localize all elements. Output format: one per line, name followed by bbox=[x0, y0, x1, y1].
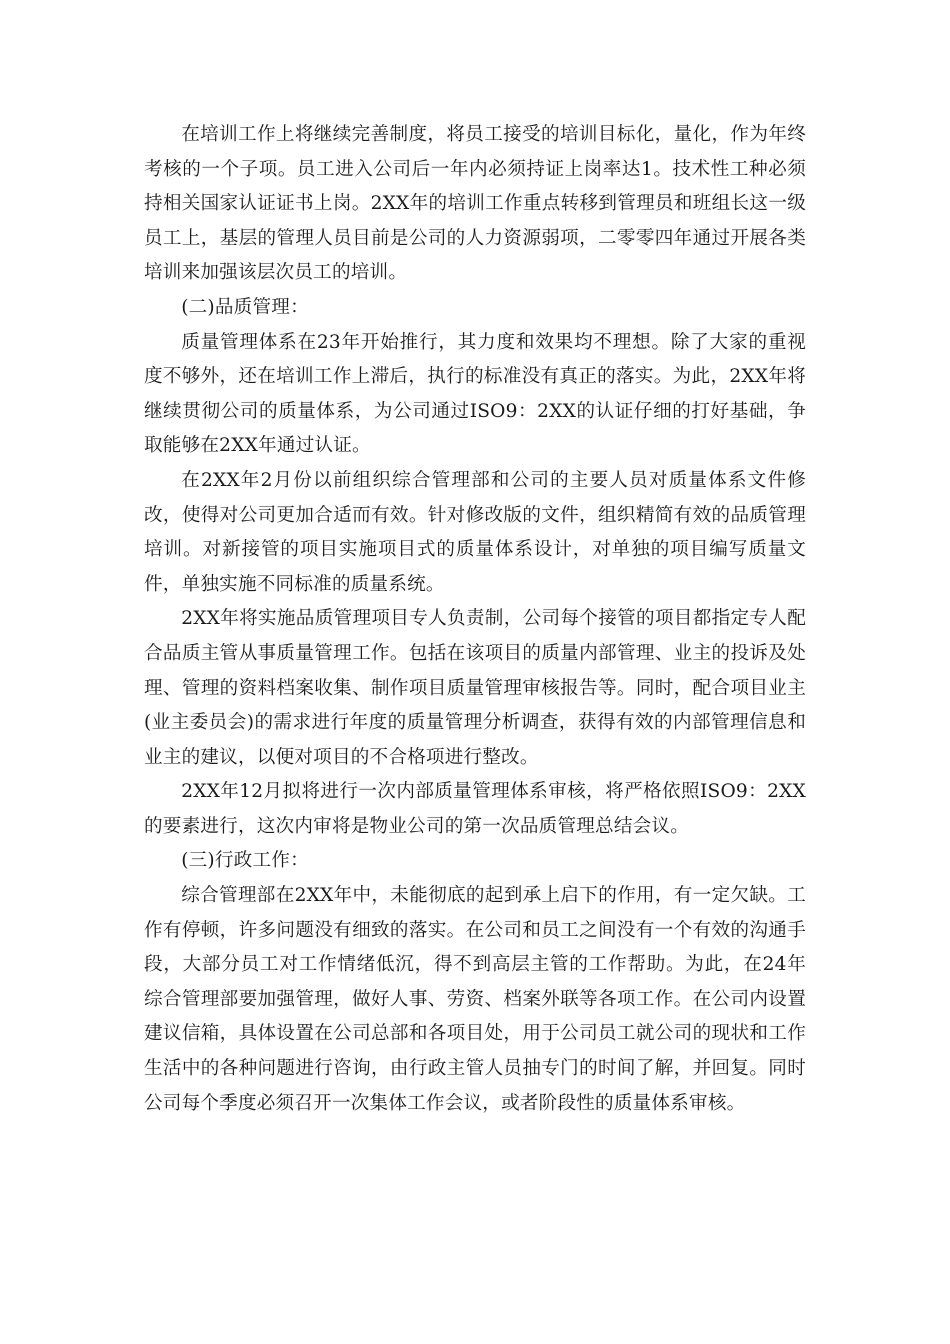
section-heading-administration: (三)行政工作： bbox=[181, 850, 309, 872]
paragraph-quality-responsibility: 2XX年将实施品质管理项目专人负责制，公司每个接管的项目都指定专人配合品质主管从事质量管理工作。包括在该项目的质量内部管理、业主的投诉及处理、管理的资料档案收集、制作项目质量管理审核报告等。同时，配合项目业主(业主委员会)的需求进行年度的质量管理分析调查，获得有效的内部管理信息和业主的建议，以便对项目的不合格项进行整改。 bbox=[144, 608, 806, 768]
paragraph-administration: 综合管理部在2XX年中，未能彻底的起到承上启下的作用，有一定欠缺。工作有停顿，许多问题没有细致的落实。在公司和员工之间没有一个有效的沟通手段，大部分员工对工作情绪低沉，得不到高层主管的工作帮助。为此，在24年综合管理部要加强管理，做好人事、劳资、档案外联等各项工作。在公司内设置建议信箱，具体设置在公司总部和各项目处，用于公司员工就公司的现状和工作生活中的各种问题进行咨询，由行政主管人员抽专门的时间了解，并回复。同时公司每个季度必须召开一次集体工作会议，或者阶段性的质量体系审核。 bbox=[144, 885, 806, 1114]
paragraph-training: 在培训工作上将继续完善制度，将员工接受的培训目标化，量化，作为年终考核的一个子项。员工进入公司后一年内必须持证上岗率达1。技术性工种必须持相关国家认证证书上岗。2XX年的培训工作重点转移到管理员和班组长这一级员工上，基层的管理人员目前是公司的人力资源弱项，二零零四年通过开展各类培训来加强该层次员工的培训。 bbox=[144, 124, 806, 284]
paragraph-internal-audit: 2XX年12月拟将进行一次内部质量管理体系审核，将严格依照ISO9：2XX的要素进行，这次内审将是物业公司的第一次品质管理总结会议。 bbox=[144, 781, 806, 837]
document-body bbox=[144, 118, 806, 1121]
paragraph-quality-system: 质量管理体系在23年开始推行，其力度和效果均不理想。除了大家的重视度不够外，还在培训工作上滞后，执行的标准没有真正的落实。为此，2XX年将继续贯彻公司的质量体系，为公司通过ISO9：2XX的认证仔细的打好基础，争取能够在2XX年通过认证。 bbox=[144, 331, 806, 457]
section-heading-quality-management: (二)品质管理： bbox=[181, 296, 309, 318]
paragraph-quality-docs-revision: 在2XX年2月份以前组织综合管理部和公司的主要人员对质量体系文件修改，使得对公司更加合适而有效。针对修改版的文件，组织精简有效的品质管理培训。对新接管的项目实施项目式的质量体系设计，对单独的项目编写质量文件，单独实施不同标准的质量系统。 bbox=[144, 469, 806, 595]
